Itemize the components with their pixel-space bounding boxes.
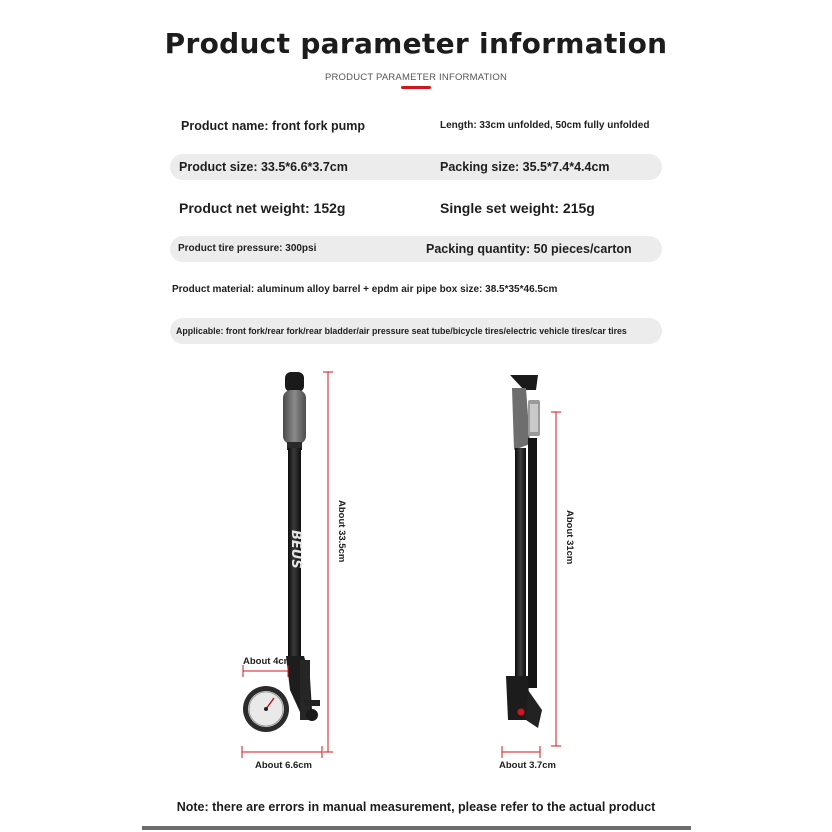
spec-row-material: [170, 277, 662, 303]
bottom-divider: [142, 826, 691, 830]
brand-logo-text: BEUS: [288, 530, 303, 569]
spec-row-weights: [170, 195, 662, 221]
spec-row-pressure-quantity: [170, 236, 662, 262]
spec-set-weight: Single set weight: 215g: [440, 200, 595, 216]
page-subtitle: PRODUCT PARAMETER INFORMATION: [324, 72, 508, 83]
spec-row-name-length: [170, 113, 662, 139]
measurement-note: Note: there are errors in manual measurement, please refer to the actual product: [176, 800, 656, 814]
spec-row-applicable: [170, 318, 662, 344]
spec-row-sizes: [170, 154, 662, 180]
spec-applicable: Applicable: front fork/rear fork/rear bladder/air pressure seat tube/bicycle tires/electric vehicle tires/car tires: [176, 326, 627, 336]
spec-product-size: Product size: 33.5*6.6*3.7cm: [179, 160, 348, 174]
dimension-left-height-label: About 33.5cm: [336, 500, 347, 563]
dimension-right-height-label: About 31cm: [564, 510, 575, 565]
pump-side-view-image: [490, 360, 590, 770]
subtitle-accent-underline: [401, 86, 431, 89]
spec-length: Length: 33cm unfolded, 50cm fully unfolded: [440, 120, 650, 131]
spec-product-name: Product name: front fork pump: [181, 119, 366, 133]
spec-packing-quantity: Packing quantity: 50 pieces/carton: [426, 242, 632, 256]
spec-net-weight: Product net weight: 152g: [179, 200, 346, 216]
dimension-gauge-width-label: About 4cm: [243, 656, 293, 667]
dimension-left-width-label: About 6.6cm: [255, 760, 313, 771]
dimension-right-width-label: About 3.7cm: [499, 760, 557, 771]
spec-tire-pressure: Product tire pressure: 300psi: [178, 243, 317, 254]
spec-material: Product material: aluminum alloy barrel + epdm air pipe box size: 38.5*35*46.5cm: [172, 284, 558, 295]
spec-packing-size: Packing size: 35.5*7.4*4.4cm: [440, 160, 610, 174]
page-title: Product parameter information: [164, 27, 668, 60]
pump-front-view-image: [230, 360, 360, 770]
